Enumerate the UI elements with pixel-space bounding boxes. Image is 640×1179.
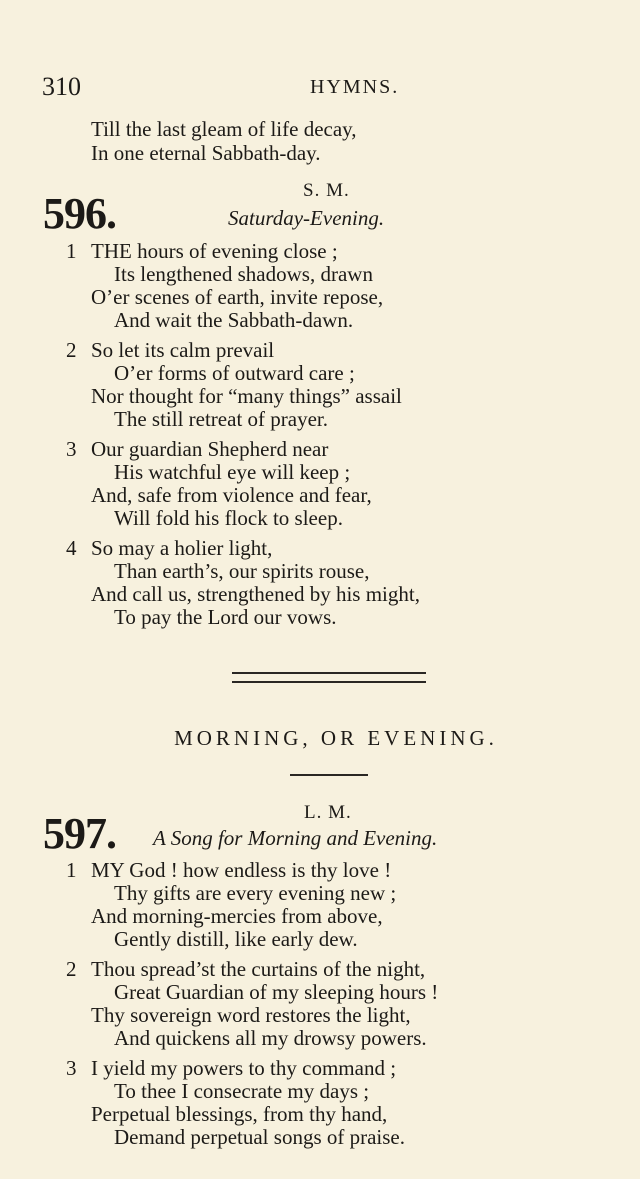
verse-line: Great Guardian of my sleeping hours ! — [114, 980, 439, 1004]
verse-line: So may a holier light, — [91, 536, 273, 560]
page-header — [42, 72, 602, 106]
verse-line: Its lengthened shadows, drawn — [114, 262, 373, 286]
hymn-title: Saturday-Evening. — [228, 206, 385, 230]
hymn-title: A Song for Morning and Evening. — [153, 826, 438, 850]
double-rule-bottom — [232, 681, 426, 683]
verse-number: 3 — [66, 1056, 77, 1080]
verse-number: 3 — [66, 437, 77, 461]
verse-line: Nor thought for “many things” assail — [91, 384, 402, 408]
verse-line: Than earth’s, our spirits rouse, — [114, 559, 370, 583]
hymn-meter: L. M. — [304, 802, 352, 823]
page-number: 310 — [42, 72, 81, 101]
running-title: HYMNS. — [310, 76, 400, 98]
hymn-number: 596. — [43, 189, 116, 238]
verse-line: I yield my powers to thy command ; — [91, 1056, 397, 1080]
short-rule — [290, 774, 368, 776]
verse-line: The still retreat of prayer. — [114, 407, 328, 431]
verse-line: To thee I consecrate my days ; — [114, 1079, 370, 1103]
verse-line: And, safe from violence and fear, — [91, 483, 372, 507]
verse-number: 2 — [66, 338, 77, 362]
verse-line: And call us, strengthened by his might, — [91, 582, 420, 606]
verse-line: THE hours of evening close ; — [91, 239, 338, 263]
verse-number: 4 — [66, 536, 77, 560]
verse-number: 2 — [66, 957, 77, 981]
verse-line: Gently distill, like early dew. — [114, 927, 358, 951]
verse-line: So let its calm prevail — [91, 338, 275, 362]
verse-line: Will fold his flock to sleep. — [114, 506, 343, 530]
verse-line: Thou spread’st the curtains of the night, — [91, 957, 426, 981]
verse-number: 1 — [66, 858, 77, 882]
hymn-number: 597. — [43, 809, 116, 858]
verse-line: His watchful eye will keep ; — [114, 460, 351, 484]
carryover-line: Till the last gleam of life decay, — [91, 117, 357, 141]
verse-number: 1 — [66, 239, 77, 263]
carryover-line: In one eternal Sabbath-day. — [91, 141, 321, 165]
verse-line: Perpetual blessings, from thy hand, — [91, 1102, 388, 1126]
verse-line: And morning-mercies from above, — [91, 904, 383, 928]
section-heading: MORNING, OR EVENING. — [174, 726, 498, 750]
verse-line: MY God ! how endless is thy love ! — [91, 858, 392, 882]
verse-line: Thy gifts are every evening new ; — [114, 881, 397, 905]
verse-line: Thy sovereign word restores the light, — [91, 1003, 411, 1027]
verse-line: Demand perpetual songs of praise. — [114, 1125, 405, 1149]
double-rule-top — [232, 672, 426, 674]
verse-line: O’er forms of outward care ; — [114, 361, 355, 385]
verse-line: Our guardian Shepherd near — [91, 437, 329, 461]
verse-line: To pay the Lord our vows. — [114, 605, 337, 629]
verse-line: And quickens all my drowsy powers. — [114, 1026, 427, 1050]
verse-line: And wait the Sabbath-dawn. — [114, 308, 354, 332]
verse-line: O’er scenes of earth, invite repose, — [91, 285, 384, 309]
hymn-meter: S. M. — [303, 180, 350, 201]
